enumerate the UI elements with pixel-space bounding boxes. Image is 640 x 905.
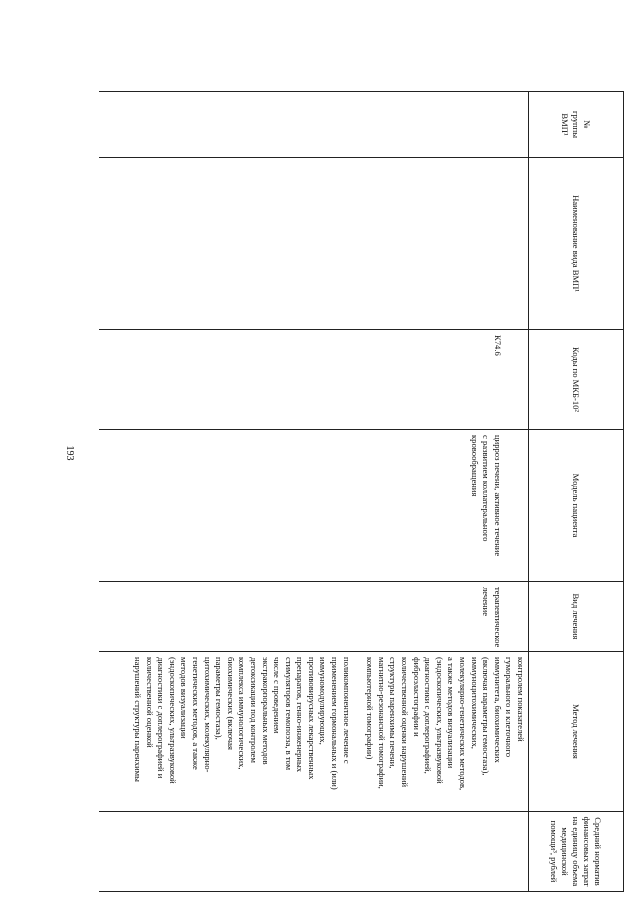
- table-row: [99, 92, 529, 892]
- header-codes: Коды по МКБ-10²: [529, 330, 624, 430]
- page-number: 193: [64, 445, 75, 461]
- method-text: поликомпонентное лечение с применением гормональных и (или) иммуномодулирующих, противовирусных лекарственных препаратов, генно-инженерных стимуляторов гемопоэза, в том числе с проведением экстракорпоральных методов детоксикации под контролем комплекса иммунологических, биохимических (включая параметры гемостаза), цитохимических, молекулярно- генетических методов, а также методов визуализации (эндоскопических, ультразвуковой диагностики с доплерографией и количественной оценкой нарушений структуры паренхимы: [133, 657, 352, 790]
- method-continued-text: контролем показателей гуморального и клеточного иммунитета, биохимических (включая параметры гемостаза), иммуноцитохимических, молекулярно-генетических методов, а также методов визуализации (эндоскопических, ультразвуковой диагностики с доплерографией, фиброэластографии и количественной оценки нарушений структуры паренхимы печени, магнитно-резонансной томографии, компьютерной томографии): [365, 657, 526, 791]
- cell-group: [99, 92, 529, 158]
- header-name: Наименование вида ВМП¹: [529, 158, 624, 330]
- cell-kind: терапевтическое лечение: [99, 582, 529, 652]
- treatment-table: [99, 91, 624, 892]
- table-page: [84, 91, 624, 891]
- header-method: Метод лечения: [529, 652, 624, 812]
- header-group: № группы ВМП¹: [529, 92, 624, 158]
- header-cost: Средний норматив финансовых затрат на единицу объема медицинской помощи³, рублей: [529, 812, 624, 892]
- cell-method: [99, 652, 529, 812]
- cell-name: [99, 158, 529, 330]
- cell-codes: К74.6: [99, 330, 529, 430]
- table-header-row: [529, 92, 624, 892]
- cell-model: цирроз печени, активное течение с развитием коллатерального кровообращения: [99, 430, 529, 582]
- header-kind: Вид лечения: [529, 582, 624, 652]
- header-model: Модель пациента: [529, 430, 624, 582]
- cell-cost: [99, 812, 529, 892]
